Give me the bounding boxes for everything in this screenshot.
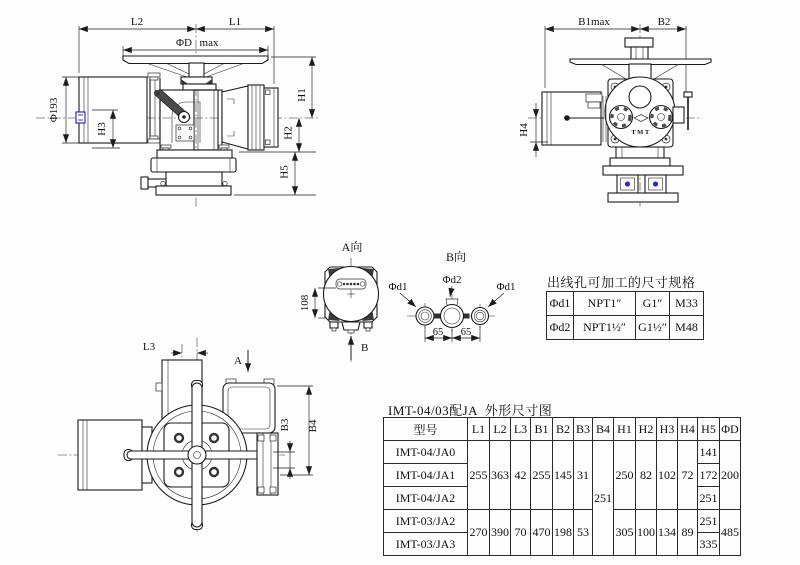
dim-cell: 72 xyxy=(678,441,698,510)
dim-cell: 141 xyxy=(698,441,720,464)
dim-label-b1max: B1max xyxy=(578,16,610,28)
view-b xyxy=(388,250,515,342)
model-cell: IMT-04/JA0 xyxy=(384,441,468,464)
cell-g-d1: G1″ xyxy=(636,292,670,316)
header-b4: B4 xyxy=(593,418,614,441)
conduit-hole-d1-left xyxy=(416,307,434,325)
brand-logo: TMT xyxy=(631,129,651,136)
cell-hole-d1: Φd1 xyxy=(547,292,574,316)
dim-cell: 335 xyxy=(698,533,720,556)
model-cell: IMT-03/JA2 xyxy=(384,510,468,533)
dim-label-phid: ΦD xyxy=(176,37,192,49)
header-l3: L3 xyxy=(511,418,531,441)
dim-label-h3: H3 xyxy=(96,122,108,136)
dim-cell: 42 xyxy=(511,441,531,510)
dim-cell: 53 xyxy=(574,510,593,556)
conduit-hole-d2 xyxy=(441,299,464,328)
table-row-ja0 xyxy=(384,441,741,464)
dim-cell: 172 xyxy=(698,464,720,487)
dim-cell: 198 xyxy=(553,510,574,556)
dim-label-l1: L1 xyxy=(228,16,242,28)
header-l1: L1 xyxy=(468,418,490,441)
cell-npt-d1: NPT1″ xyxy=(574,292,636,316)
dim-cell: 82 xyxy=(636,441,657,510)
dim-cell: 255 xyxy=(468,441,490,510)
conduit-hole-d1-right xyxy=(472,308,489,325)
view-b-title: B向 xyxy=(445,250,467,264)
cell-m-d2: M48 xyxy=(670,316,704,340)
dim-cell: 250 xyxy=(614,441,636,510)
table-row-03ja2 xyxy=(384,510,741,533)
dim-label-b2: B2 xyxy=(657,16,671,28)
dim-table-header-row xyxy=(384,418,741,441)
label-phid1-left: Φd1 xyxy=(388,281,408,293)
header-b2: B2 xyxy=(553,418,574,441)
side-view xyxy=(518,16,711,208)
dim-cell: 200 xyxy=(720,441,741,510)
dim-cell: 255 xyxy=(531,441,553,510)
header-model: 型号 xyxy=(384,418,468,441)
header-b1: B1 xyxy=(531,418,553,441)
nameplate-blue xyxy=(76,112,85,123)
cell-npt-d2: NPT1½″ xyxy=(574,316,636,340)
direction-arrow-a-label: A xyxy=(234,355,242,367)
header-l2: L2 xyxy=(490,418,511,441)
dim-label-h1: H1 xyxy=(296,88,308,102)
label-phid2: Φd2 xyxy=(442,274,462,286)
dim-cell: 102 xyxy=(657,441,678,510)
dim-label-b4: B4 xyxy=(307,419,319,433)
dim-label-phi193: Φ193 xyxy=(48,97,60,123)
dim-cell: 251 xyxy=(698,510,720,533)
dimension-table xyxy=(383,417,741,556)
view-a-title: A向 xyxy=(341,240,363,254)
dim-label-65-right: 65 xyxy=(460,327,472,338)
header-h1: H1 xyxy=(614,418,636,441)
dim-cell: 134 xyxy=(657,510,678,556)
conduit-table xyxy=(546,291,704,340)
dim-cell: 363 xyxy=(490,441,511,510)
dim-label-max: max xyxy=(199,37,219,49)
model-cell: IMT-03/JA3 xyxy=(384,533,468,556)
cell-m-d1: M33 xyxy=(670,292,704,316)
header-h4: H4 xyxy=(678,418,698,441)
model-cell: IMT-04/JA1 xyxy=(384,464,468,487)
dim-cell: 31 xyxy=(574,441,593,510)
dim-label-h5: H5 xyxy=(278,165,291,179)
dim-cell: 89 xyxy=(678,510,698,556)
dim-cell: 251 xyxy=(593,441,614,556)
view-a xyxy=(299,240,379,362)
dim-cell: 485 xyxy=(720,510,741,556)
header-h5: H5 xyxy=(698,418,720,441)
cell-g-d2: G1½″ xyxy=(636,316,670,340)
terminal-strip xyxy=(336,279,366,289)
label-phid1-right: Φd1 xyxy=(496,281,516,293)
dim-label-l2: L2 xyxy=(130,16,144,28)
dim-cell: 270 xyxy=(468,510,490,556)
dim-label-h2: H2 xyxy=(282,126,295,140)
header-phid: ΦD xyxy=(720,418,741,441)
foundation-bolt-left xyxy=(617,175,638,193)
dim-table-title: IMT-04/03配JA 外形尺寸图 xyxy=(388,403,553,418)
conduit-row-d1 xyxy=(547,292,704,316)
model-cell: IMT-04/JA2 xyxy=(384,487,468,510)
header-h3: H3 xyxy=(657,418,678,441)
dim-label-h4: H4 xyxy=(518,123,530,137)
front-view xyxy=(36,16,318,207)
dim-cell: 100 xyxy=(636,510,657,556)
dim-cell: 145 xyxy=(553,441,574,510)
plan-view xyxy=(58,338,319,532)
foundation-bolt-right xyxy=(645,175,666,193)
dim-label-65-left: 65 xyxy=(432,327,444,338)
header-b3: B3 xyxy=(574,418,593,441)
dim-cell: 390 xyxy=(490,510,511,556)
header-h2: H2 xyxy=(636,418,657,441)
dim-cell: 70 xyxy=(511,510,531,556)
dim-cell: 251 xyxy=(698,487,720,510)
direction-arrow-b-label: B xyxy=(361,342,369,354)
dim-label-b3: B3 xyxy=(279,418,291,432)
cell-hole-d2: Φd2 xyxy=(547,316,574,340)
dim-cell: 470 xyxy=(531,510,553,556)
dim-label-l3: L3 xyxy=(142,341,156,353)
conduit-row-d2 xyxy=(547,316,704,340)
conduit-table-title: 出线孔可加工的尺寸规格 xyxy=(547,275,696,290)
dim-label-108: 108 xyxy=(299,294,311,312)
dim-cell: 305 xyxy=(614,510,636,556)
